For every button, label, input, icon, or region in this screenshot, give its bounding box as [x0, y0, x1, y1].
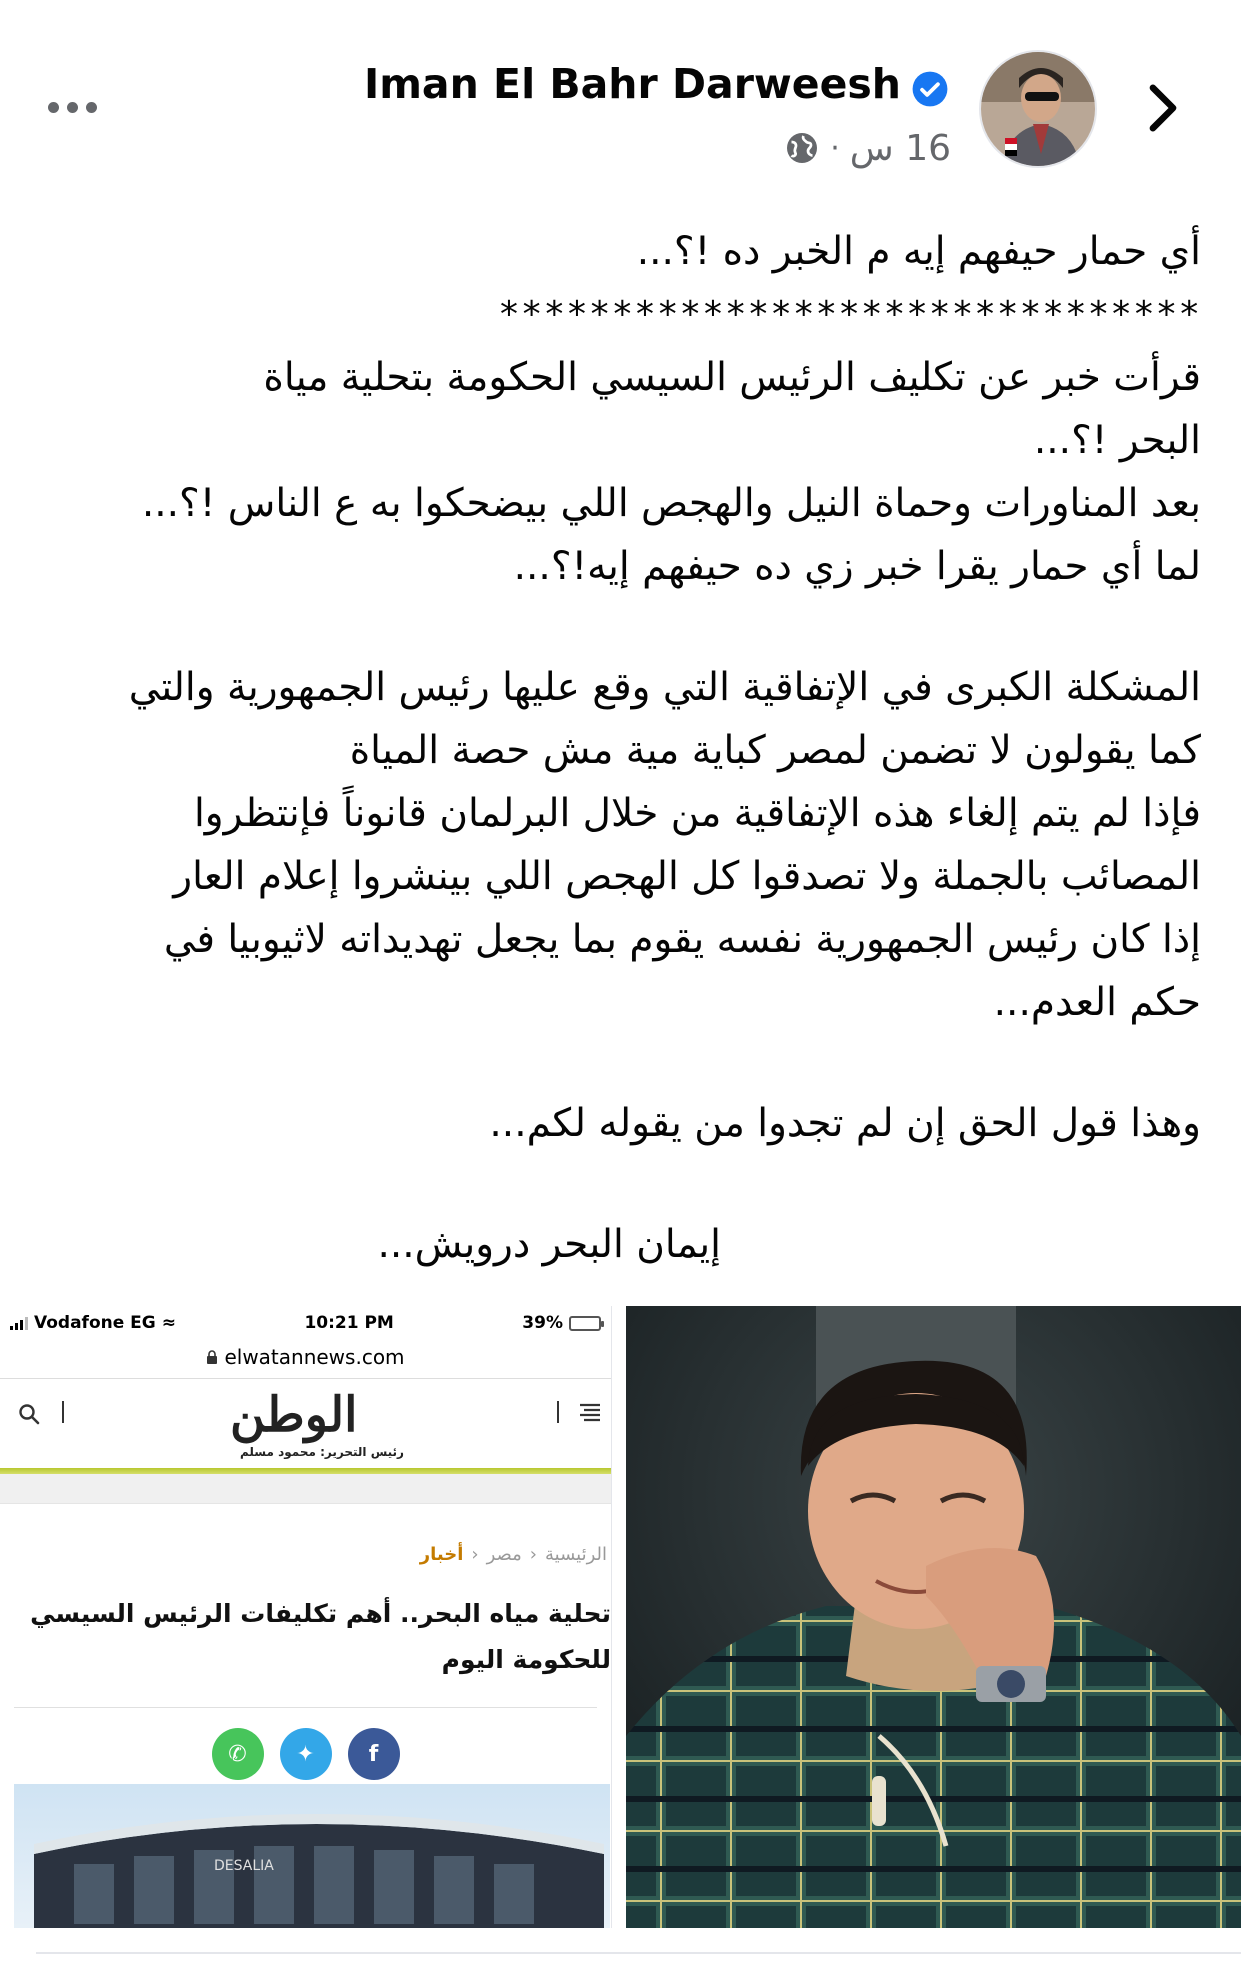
phone-status-bar	[0, 1306, 611, 1340]
post-divider	[36, 1952, 1241, 1954]
post-line: أي حمار حيفهم إيه م الخبر ده !؟...	[636, 229, 1201, 274]
more-options-button[interactable]	[40, 92, 104, 122]
status-right	[522, 1313, 601, 1333]
post-photo-portrait[interactable]	[626, 1306, 1241, 1928]
twitter-icon: ✦	[280, 1728, 332, 1780]
post-line: المشكلة الكبرى في الإتفاقية التي وقع عليها رئيس الجمهورية والتي	[128, 665, 1201, 710]
site-logo: الوطن	[230, 1387, 358, 1443]
post-meta	[784, 128, 951, 168]
globe-icon[interactable]	[784, 130, 820, 166]
signal-icon	[10, 1316, 28, 1330]
facebook-icon: f	[348, 1728, 400, 1780]
paragraph-gap	[36, 1155, 1201, 1213]
breadcrumb-chevron-icon: ‹	[529, 1544, 537, 1565]
author-name[interactable]: Iman El Bahr Darweesh	[363, 60, 901, 108]
site-editor: رئيس التحرير: محمود مسلم	[240, 1445, 404, 1459]
article-headline	[0, 1565, 611, 1683]
wifi-icon: ≈	[161, 1313, 176, 1333]
paragraph-gap	[36, 598, 1201, 656]
post-line: وهذا قول الحق إن لم تجدوا من يقوله لكم...	[489, 1101, 1201, 1146]
breadcrumb-item: الرئيسية	[545, 1544, 607, 1565]
post-line: فإذا لم يتم إلغاء هذه الإتفاقية من خلال البرلمان قانوناً فإنتظروا	[193, 791, 1201, 836]
headline-line: تحلية مياه البحر.. أهم تكليفات الرئيس السيسي	[30, 1599, 611, 1628]
menu-icon	[577, 1401, 603, 1423]
article-photo	[14, 1784, 610, 1928]
header-divider	[557, 1401, 559, 1423]
post-line: لما أي حمار يقرا خبر زي ده حيفهم إيه!؟...	[513, 544, 1201, 589]
share-row	[0, 1728, 611, 1780]
post-line: البحر !؟...	[1033, 418, 1201, 463]
breadcrumb-chevron-icon: ‹	[471, 1544, 479, 1565]
site-header	[0, 1378, 611, 1468]
paragraph-gap	[36, 1034, 1201, 1092]
lock-icon	[206, 1350, 218, 1365]
post-line: حكم العدم...	[993, 980, 1201, 1025]
carrier-label: Vodafone EG	[34, 1313, 156, 1333]
status-left	[10, 1313, 176, 1333]
search-icon	[18, 1403, 40, 1425]
more-icon	[48, 102, 59, 113]
battery-icon	[569, 1316, 601, 1331]
post-signature: إيمان البحر درويش...	[377, 1222, 721, 1267]
avatar[interactable]	[979, 50, 1097, 168]
url-text: elwatannews.com	[224, 1345, 405, 1369]
meta-separator: ·	[830, 130, 840, 166]
post-line: المصائب بالجملة ولا تصدقوا كل الهجص اللي بينشروا إعلام العار	[173, 854, 1201, 899]
header-divider	[62, 1401, 64, 1423]
breadcrumb	[0, 1504, 611, 1565]
headline-line: للحكومة اليوم	[441, 1645, 611, 1674]
post-header	[0, 0, 1241, 190]
chevron-right-icon[interactable]	[1145, 82, 1181, 134]
more-icon-dot	[86, 102, 97, 113]
whatsapp-icon: ✆	[212, 1728, 264, 1780]
divider	[14, 1707, 597, 1708]
post-time[interactable]: 16 س	[849, 127, 951, 169]
browser-url-bar	[0, 1340, 611, 1374]
photo-sign: DESALIA	[214, 1858, 274, 1874]
post-line: كما يقولون لا تضمن لمصر كباية مية مش حصة المياة	[349, 728, 1201, 773]
more-icon-dot	[67, 102, 78, 113]
post-body	[36, 220, 1201, 1276]
breadcrumb-item: مصر	[486, 1544, 522, 1565]
site-band	[0, 1474, 611, 1504]
post-line: قرأت خبر عن تكليف الرئيس السيسي الحكومة بتحلية مياة	[263, 355, 1201, 400]
post-line-separator: *******************************	[498, 294, 1201, 335]
post-line: إذا كان رئيس الجمهورية نفسه يقوم بما يجعل تهديداته لاثيوبيا في	[163, 917, 1201, 962]
clock-label: 10:21 PM	[304, 1313, 394, 1333]
verified-icon	[911, 70, 949, 108]
breadcrumb-item: أخبار	[419, 1544, 464, 1565]
battery-label: 39%	[522, 1313, 563, 1333]
post-photo-screenshot[interactable]	[0, 1306, 612, 1928]
post-line: بعد المناورات وحماة النيل والهجص اللي بيضحكوا به ع الناس !؟...	[141, 481, 1201, 526]
